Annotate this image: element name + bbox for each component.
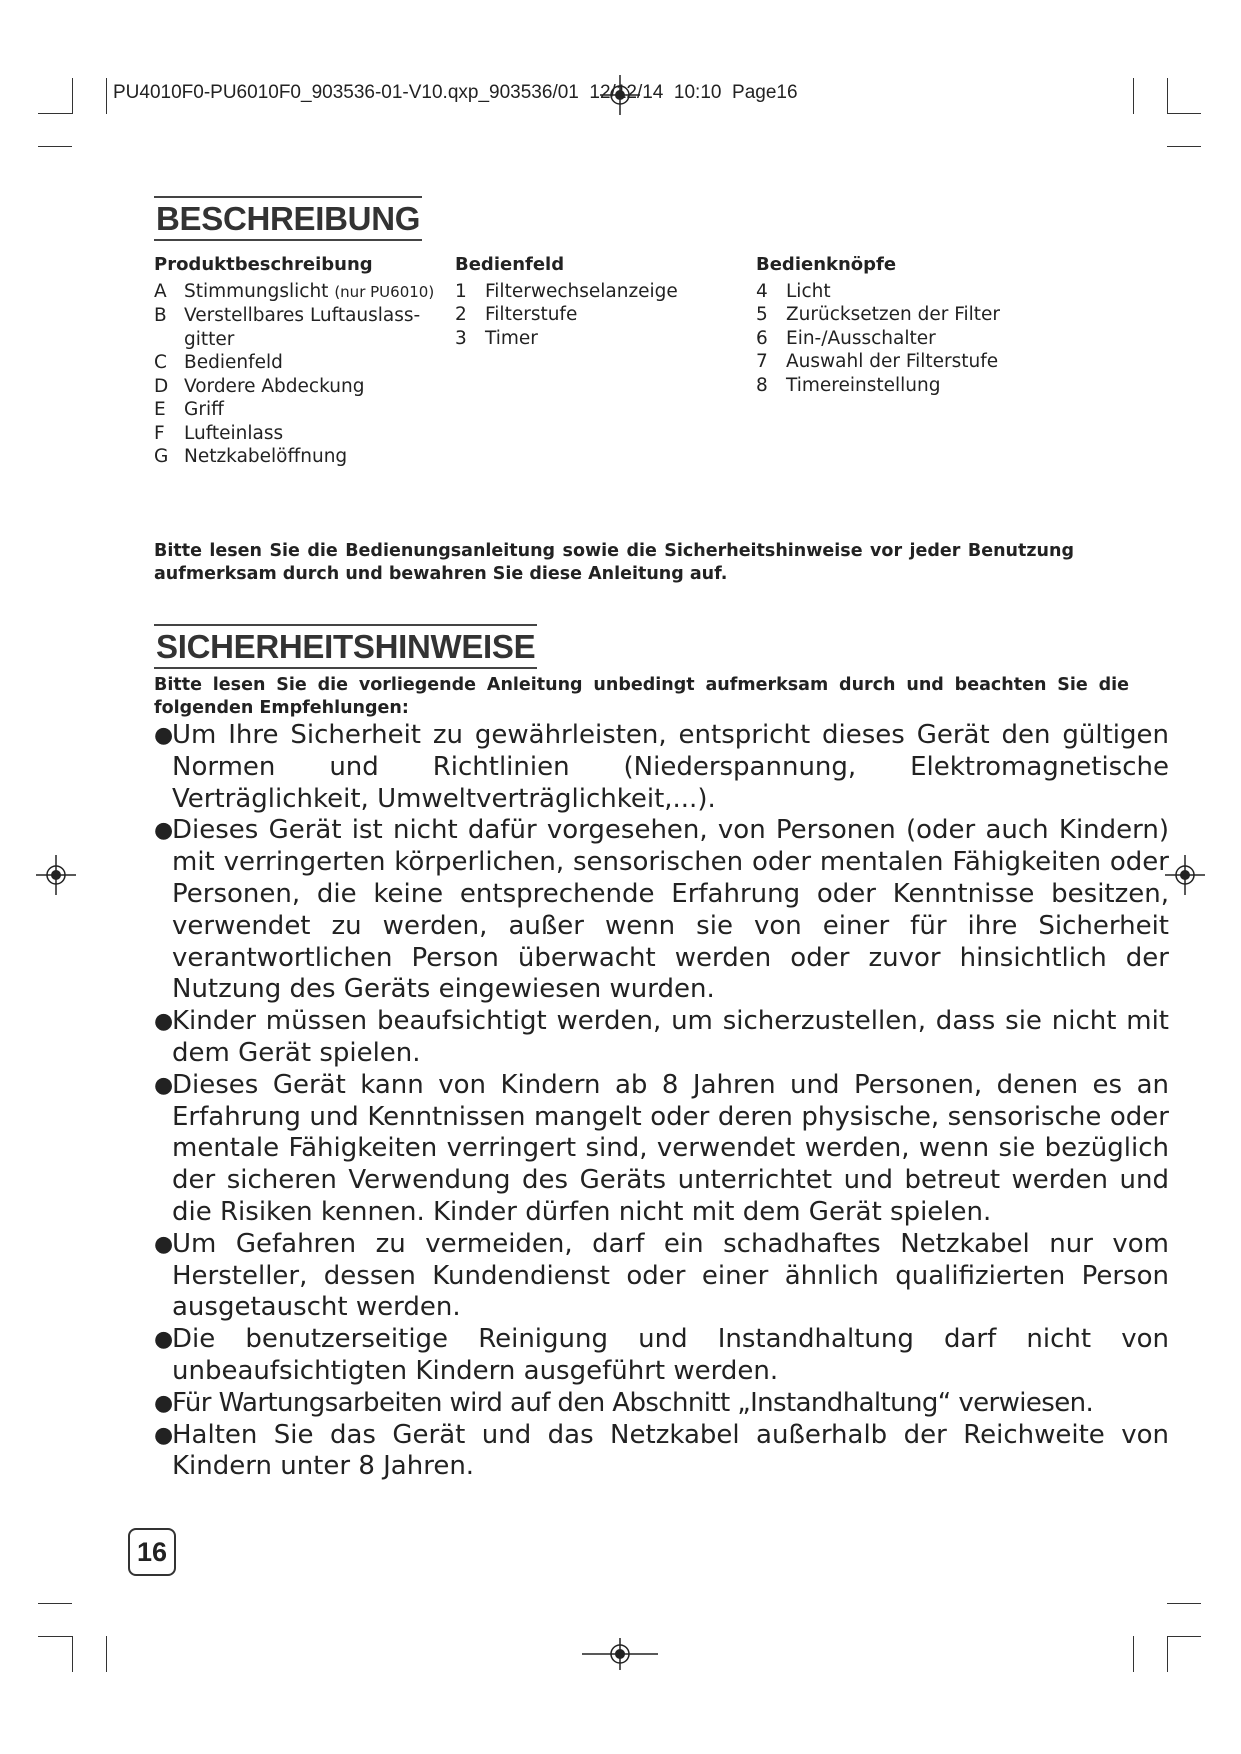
item-label: Zurücksetzen der Filter bbox=[786, 304, 1001, 325]
list-item bbox=[756, 374, 1086, 398]
item-key: 4 bbox=[756, 280, 768, 302]
list-item bbox=[154, 304, 454, 351]
list-item bbox=[756, 327, 1086, 351]
item-key: 6 bbox=[756, 327, 768, 349]
safety-item-text: Um Gefahren zu vermeiden, darf ein schadhaftes Netzkabel nur vom Hersteller, dessen Kundendienst oder einer ähnlich qualifizierten Person ausgetauscht werden. bbox=[172, 1228, 1169, 1323]
page-number: 16 bbox=[128, 1528, 176, 1576]
control-buttons-heading: Bedienknöpfe bbox=[756, 254, 897, 275]
crop-mark bbox=[72, 78, 73, 114]
item-key: D bbox=[154, 375, 169, 397]
registration-mark-icon bbox=[1165, 855, 1205, 895]
item-key: 2 bbox=[455, 304, 467, 325]
crop-mark bbox=[1167, 78, 1168, 114]
item-label: Auswahl der Filterstufe bbox=[786, 351, 999, 372]
item-key: 1 bbox=[455, 280, 467, 302]
item-label: Timer bbox=[485, 327, 538, 349]
item-label: Filterwechselanzeige bbox=[485, 280, 678, 302]
bullet-icon: ● bbox=[154, 1422, 174, 1448]
control-panel-column bbox=[455, 253, 735, 350]
safety-item-text: Kinder müssen beaufsichtigt werden, um sicherzustellen, dass sie nicht mit dem Gerät spielen. bbox=[172, 1006, 1169, 1068]
list-item bbox=[756, 303, 1086, 327]
item-key: A bbox=[154, 280, 167, 302]
item-label: Filterstufe bbox=[485, 304, 578, 325]
crop-mark bbox=[72, 1636, 73, 1672]
crop-mark bbox=[106, 1636, 107, 1672]
crop-mark bbox=[1167, 1636, 1168, 1672]
list-item bbox=[154, 1006, 1169, 1070]
list-item bbox=[154, 351, 454, 375]
section-title-safety: SICHERHEITSHINWEISE bbox=[154, 624, 537, 669]
list-item bbox=[154, 398, 454, 422]
list-item bbox=[154, 1420, 1169, 1484]
safety-intro: Bitte lesen Sie die vorliegende Anleitung unbedingt aufmerksam durch und beachten Sie die folgenden Empfehlungen: bbox=[154, 675, 1129, 718]
item-key: 8 bbox=[756, 374, 768, 396]
crop-mark bbox=[38, 1603, 72, 1604]
control-panel-heading: Bedienfeld bbox=[455, 254, 565, 275]
crop-mark bbox=[38, 113, 72, 114]
safety-item-text: Dieses Gerät ist nicht dafür vorgesehen, von Personen (oder auch Kindern) mit verringerten körperlichen, sensorischen oder mentalen Fähigkeiten oder Personen, die keine entsprechende Erfahrung oder Kenntnisse besitzen, verwendet zu werden, außer wenn sie von einer für ihre Sicherheit verantwortlichen Person überwacht werden oder zuvor hinsichtlich der Nutzung des Geräts eingewiesen wurden. bbox=[172, 815, 1169, 1005]
item-label: Bedienfeld bbox=[184, 352, 283, 373]
bullet-icon: ● bbox=[154, 1327, 174, 1353]
list-item bbox=[154, 375, 454, 399]
bullet-icon: ● bbox=[154, 818, 174, 844]
section-title-description: BESCHREIBUNG bbox=[154, 196, 422, 241]
crop-mark bbox=[1167, 1636, 1201, 1637]
product-description-list bbox=[154, 280, 454, 469]
item-label: Griff bbox=[184, 399, 224, 420]
list-item bbox=[154, 1070, 1169, 1229]
bullet-icon: ● bbox=[154, 1009, 174, 1035]
item-key: E bbox=[154, 399, 166, 420]
list-item bbox=[154, 445, 454, 469]
bullet-icon: ● bbox=[154, 723, 174, 748]
crop-mark bbox=[1133, 78, 1134, 114]
list-item bbox=[154, 720, 1169, 815]
list-item bbox=[455, 280, 735, 304]
item-label: Ein-/Ausschalter bbox=[786, 327, 936, 349]
item-label: Verstellbares Luftauslass-gitter bbox=[184, 305, 421, 350]
list-item bbox=[455, 303, 735, 327]
safety-item-text: Für Wartungsarbeiten wird auf den Abschnitt „Instandhaltung“ verwiesen. bbox=[172, 1387, 1094, 1418]
safety-instructions-list bbox=[154, 720, 1169, 1483]
crop-mark bbox=[1167, 146, 1201, 147]
product-description-column bbox=[154, 253, 454, 469]
bullet-icon: ● bbox=[154, 1072, 174, 1098]
item-label: Licht bbox=[786, 280, 831, 302]
item-key: C bbox=[154, 352, 167, 373]
list-item bbox=[154, 422, 454, 446]
item-label: Timereinstellung bbox=[786, 374, 941, 396]
safety-item-text: Halten Sie das Gerät und das Netzkabel außerhalb der Reichweite von Kindern unter 8 Jahren. bbox=[172, 1419, 1169, 1482]
crop-mark bbox=[38, 146, 72, 147]
list-item bbox=[154, 1324, 1169, 1388]
crop-mark bbox=[1167, 1603, 1201, 1604]
registration-mark-icon bbox=[36, 855, 76, 895]
item-key: 7 bbox=[756, 351, 768, 372]
control-buttons-list bbox=[756, 280, 1086, 398]
list-item bbox=[154, 815, 1169, 1006]
item-label: Lufteinlass bbox=[184, 422, 284, 444]
item-key: 3 bbox=[455, 327, 467, 349]
item-key: G bbox=[154, 446, 169, 467]
list-item bbox=[455, 327, 735, 351]
safety-item-text: Die benutzerseitige Reinigung und Instandhaltung darf nicht von unbeaufsichtigten Kindern ausgeführt werden. bbox=[172, 1324, 1169, 1386]
item-key: 5 bbox=[756, 304, 768, 325]
bullet-icon: ● bbox=[154, 1390, 174, 1416]
crop-mark bbox=[38, 1636, 72, 1637]
safety-item-text: Um Ihre Sicherheit zu gewährleisten, entspricht dieses Gerät den gültigen Normen und Richtlinien (Niederspannung, Elektromagnetische Verträglichkeit, Umweltverträglichkeit,...). bbox=[172, 720, 1169, 814]
item-note: (nur PU6010) bbox=[334, 282, 435, 301]
item-label: Netzkabelöffnung bbox=[184, 446, 348, 467]
crop-mark bbox=[1133, 1636, 1134, 1672]
list-item bbox=[756, 280, 1086, 304]
crop-mark bbox=[1167, 113, 1201, 114]
list-item bbox=[154, 1229, 1169, 1324]
list-item bbox=[154, 280, 454, 305]
registration-mark-icon bbox=[582, 1634, 658, 1674]
item-key: F bbox=[154, 422, 165, 444]
safety-item-text: Dieses Gerät kann von Kindern ab 8 Jahren und Personen, denen es an Erfahrung und Kenntnissen mangelt oder deren physische, sensorische oder mentale Fähigkeiten verringert sind, verwendet werden, wenn sie bezüglich der sicheren Verwendung des Geräts unterrichtet und betreut werden und die Risiken kennen. Kinder dürfen nicht mit dem Gerät spielen. bbox=[172, 1069, 1169, 1227]
reading-instruction-note: Bitte lesen Sie die Bedienungsanleitung sowie die Sicherheitshinweise vor jeder Benutzung aufmerksam durch und bewahren Sie diese Anleitung auf. bbox=[154, 541, 1074, 584]
print-slug-line: PU4010F0-PU6010F0_903536-01-V10.qxp_903536/01 12/12/14 10:10 Page16 bbox=[113, 82, 798, 103]
control-buttons-column bbox=[756, 253, 1086, 397]
bullet-icon: ● bbox=[154, 1231, 174, 1257]
item-key: B bbox=[154, 305, 167, 326]
product-description-heading: Produktbeschreibung bbox=[154, 254, 373, 275]
list-item bbox=[154, 1388, 1169, 1420]
item-label: Vordere Abdeckung bbox=[184, 375, 365, 397]
list-item bbox=[756, 350, 1086, 374]
item-label: Stimmungslicht (nur PU6010) bbox=[184, 280, 435, 302]
crop-mark bbox=[106, 78, 107, 114]
control-panel-list bbox=[455, 280, 735, 351]
